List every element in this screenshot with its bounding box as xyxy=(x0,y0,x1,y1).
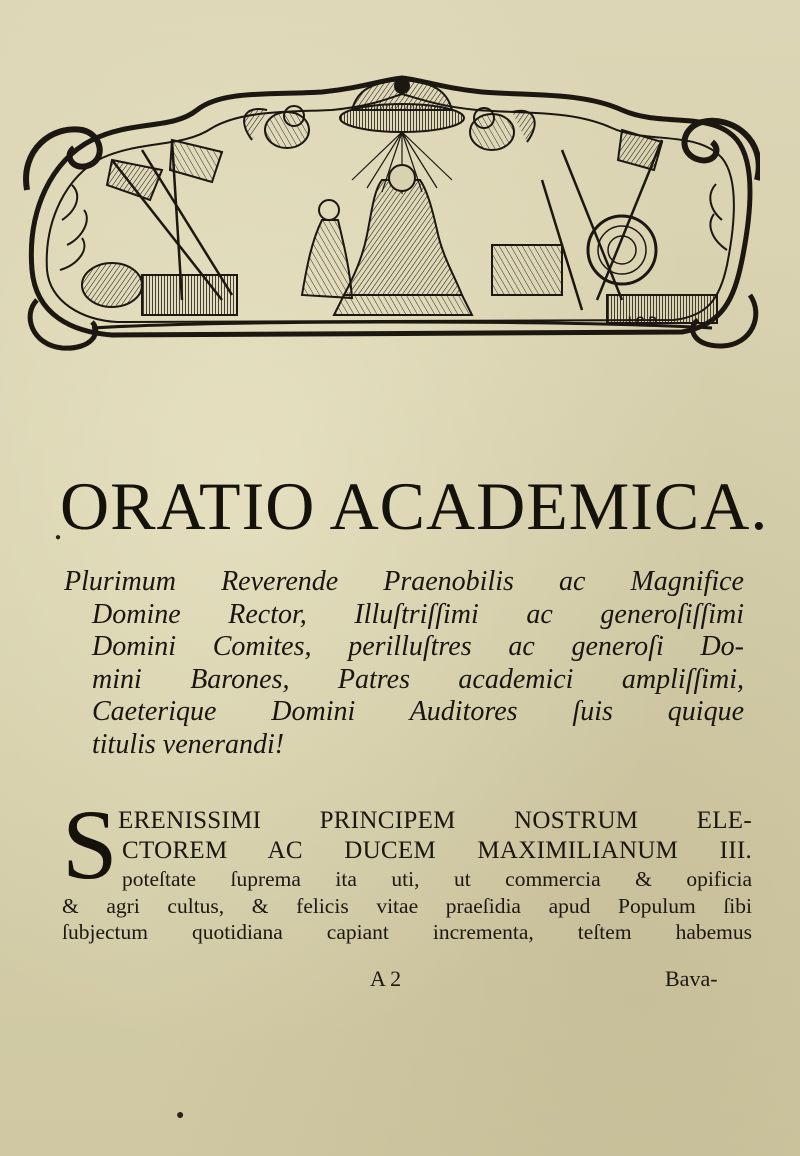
ink-fleck: ● xyxy=(55,532,62,543)
page-title: ORATIO ACADEMICA. xyxy=(60,468,769,544)
caps-line: ERENISSIMI PRINCIPEM NOSTRUM ELE- xyxy=(118,807,752,834)
salutation-line: Domine Rector, Illuſtriſſimi ac generoſiſſimi xyxy=(92,598,744,630)
caps-line: CTOREM AC DUCEM MAXIMILIANUM III. xyxy=(122,837,752,864)
ink-fleck: ● xyxy=(176,1108,185,1123)
prose-line: poteſtate ſuprema ita uti, ut commercia & opificia xyxy=(122,867,752,891)
salutation-block xyxy=(64,566,744,761)
drop-cap: S xyxy=(62,789,118,900)
engraver-mark: I.C.D xyxy=(628,314,658,328)
salutation-line: Plurimum Reverende Praenobilis ac Magnifice xyxy=(64,566,744,597)
body-text xyxy=(62,789,752,946)
salutation-line: Domini Comites, perilluſtres ac generoſi Do- xyxy=(92,631,744,662)
salutation-line: titulis venerandi! xyxy=(92,728,285,760)
catchword: Bava- xyxy=(665,966,718,991)
prose-line: ſubjectum quotidiana capiant incrementa, teſtem habemus xyxy=(62,920,752,944)
prose-line: & agri cultus, & felicis vitae praeſidia apud Populum ſibi xyxy=(62,893,752,918)
salutation-line: mini Barones, Patres academici ampliſſimi, xyxy=(92,663,744,695)
page-footer xyxy=(0,966,800,996)
signature-mark: A 2 xyxy=(370,966,402,991)
salutation-line: Caeterique Domini Auditores ſuis quique xyxy=(92,696,744,727)
